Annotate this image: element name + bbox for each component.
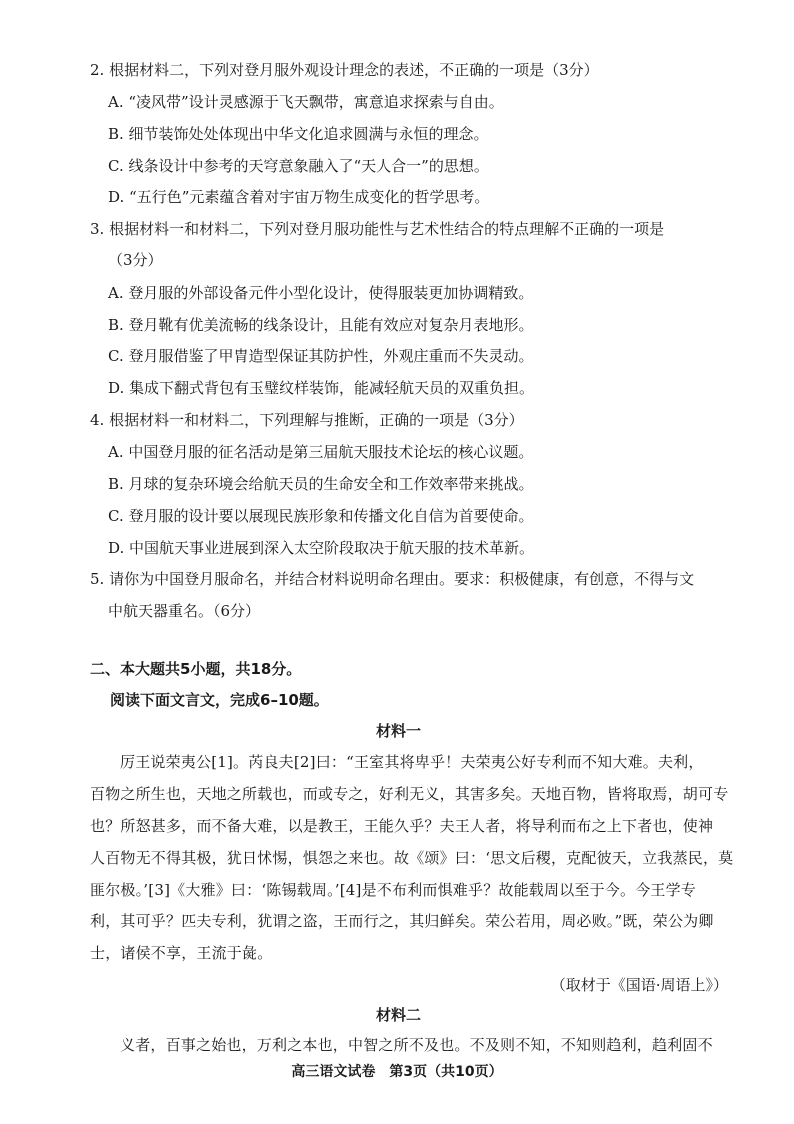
q4-option-d: D. 中国航天事业进展到深入太空阶段取决于航天服的技术革新。 xyxy=(108,539,535,557)
material2-line-1: 义者，百事之始也，万利之本也，中智之所不及也。不及则不知，不知则趋利，趋利固不 xyxy=(120,1036,713,1054)
q4-option-b: B. 月球的复杂环境会给航天员的生命安全和工作效率带来挑战。 xyxy=(108,475,534,493)
q3-option-d: D. 集成下翻式背包有玉璧纹样装饰，能减轻航天员的双重负担。 xyxy=(108,379,535,397)
material1-line-2: 百物之所生也，天地之所载也，而或专之，好利无义，其害多矣。天地百物，皆将取焉，胡可专 xyxy=(90,785,729,803)
material1-line-6: 利，其可乎？匹夫专利，犹谓之盗，王而行之，其归鲜矣。荣公若用，周必败。”既，荣公为卿 xyxy=(90,912,714,930)
q2-option-c: C. 线条设计中参考的天穹意象融入了“天人合一”的思想。 xyxy=(108,157,489,175)
material1-title: 材料一 xyxy=(376,722,422,740)
material1-line-7: 士，诸侯不享，王流于彘。 xyxy=(90,944,273,962)
material1-line-4: 人百物无不得其极，犹日怵惕，惧怨之来也。故《颂》曰：‘思文后稷，克配彼天，立我蒸民，莫 xyxy=(90,849,734,867)
q3-stem-line2: （3分） xyxy=(108,251,163,269)
q4-stem: 4. 根据材料一和材料二，下列理解与推断，正确的一项是（3分） xyxy=(90,411,524,429)
material2-title: 材料二 xyxy=(376,1006,422,1024)
material1-line-5: 匪尔极。’[3]《大雅》曰：‘陈锡载周。’[4]是不布利而惧难乎？故能载周以至于今。今王学专 xyxy=(90,881,697,899)
q2-option-a: A. “凌风带”设计灵感源于飞天飘带，寓意追求探索与自由。 xyxy=(108,93,504,111)
q2-option-d: D. “五行色”元素蕴含着对宇宙万物生成变化的哲学思考。 xyxy=(108,188,490,206)
material1-line-1: 厉王说荣夷公[1]。芮良夫[2]曰：“王室其将卑乎！夫荣夷公好专利而不知大难。夫利， xyxy=(120,753,704,771)
q3-option-c: C. 登月服借鉴了甲胄造型保证其防护性，外观庄重而不失灵动。 xyxy=(108,347,534,365)
material1-line-3: 也？所怒甚多，而不备大难，以是教王，王能久乎？夫王人者，将导利而布之上下者也，使神 xyxy=(90,817,714,835)
q4-option-c: C. 登月服的设计要以展现民族形象和传播文化自信为首要使命。 xyxy=(108,507,534,525)
q5-line2: 中航天器重名。（6分） xyxy=(108,602,261,620)
page-footer: 高三语文试卷 第3页（共10页） xyxy=(291,1064,503,1080)
section2-instruction: 阅读下面文言文，完成6–10题。 xyxy=(110,691,329,709)
q2-option-b: B. 细节装饰处处体现出中华文化追求圆满与永恒的理念。 xyxy=(108,125,489,143)
q3-option-a: A. 登月服的外部设备元件小型化设计，使得服装更加协调精致。 xyxy=(108,284,534,302)
q5-line1: 5. 请你为中国登月服命名，并结合材料说明命名理由。要求：积极健康，有创意，不得与文 xyxy=(90,570,695,588)
q2-stem: 2. 根据材料二，下列对登月服外观设计理念的表述，不正确的一项是（3分） xyxy=(90,61,599,79)
section2-heading: 二、本大题共5小题，共18分。 xyxy=(90,660,302,678)
q3-stem-line1: 3. 根据材料一和材料二，下列对登月服功能性与艺术性结合的特点理解不正确的一项是 xyxy=(90,220,665,238)
material1-source: （取材于《国语·周语上》） xyxy=(550,976,728,994)
q3-option-b: B. 登月靴有优美流畅的线条设计，且能有效应对复杂月表地形。 xyxy=(108,316,534,334)
q4-option-a: A. 中国登月服的征名活动是第三届航天服技术论坛的核心议题。 xyxy=(108,443,534,461)
